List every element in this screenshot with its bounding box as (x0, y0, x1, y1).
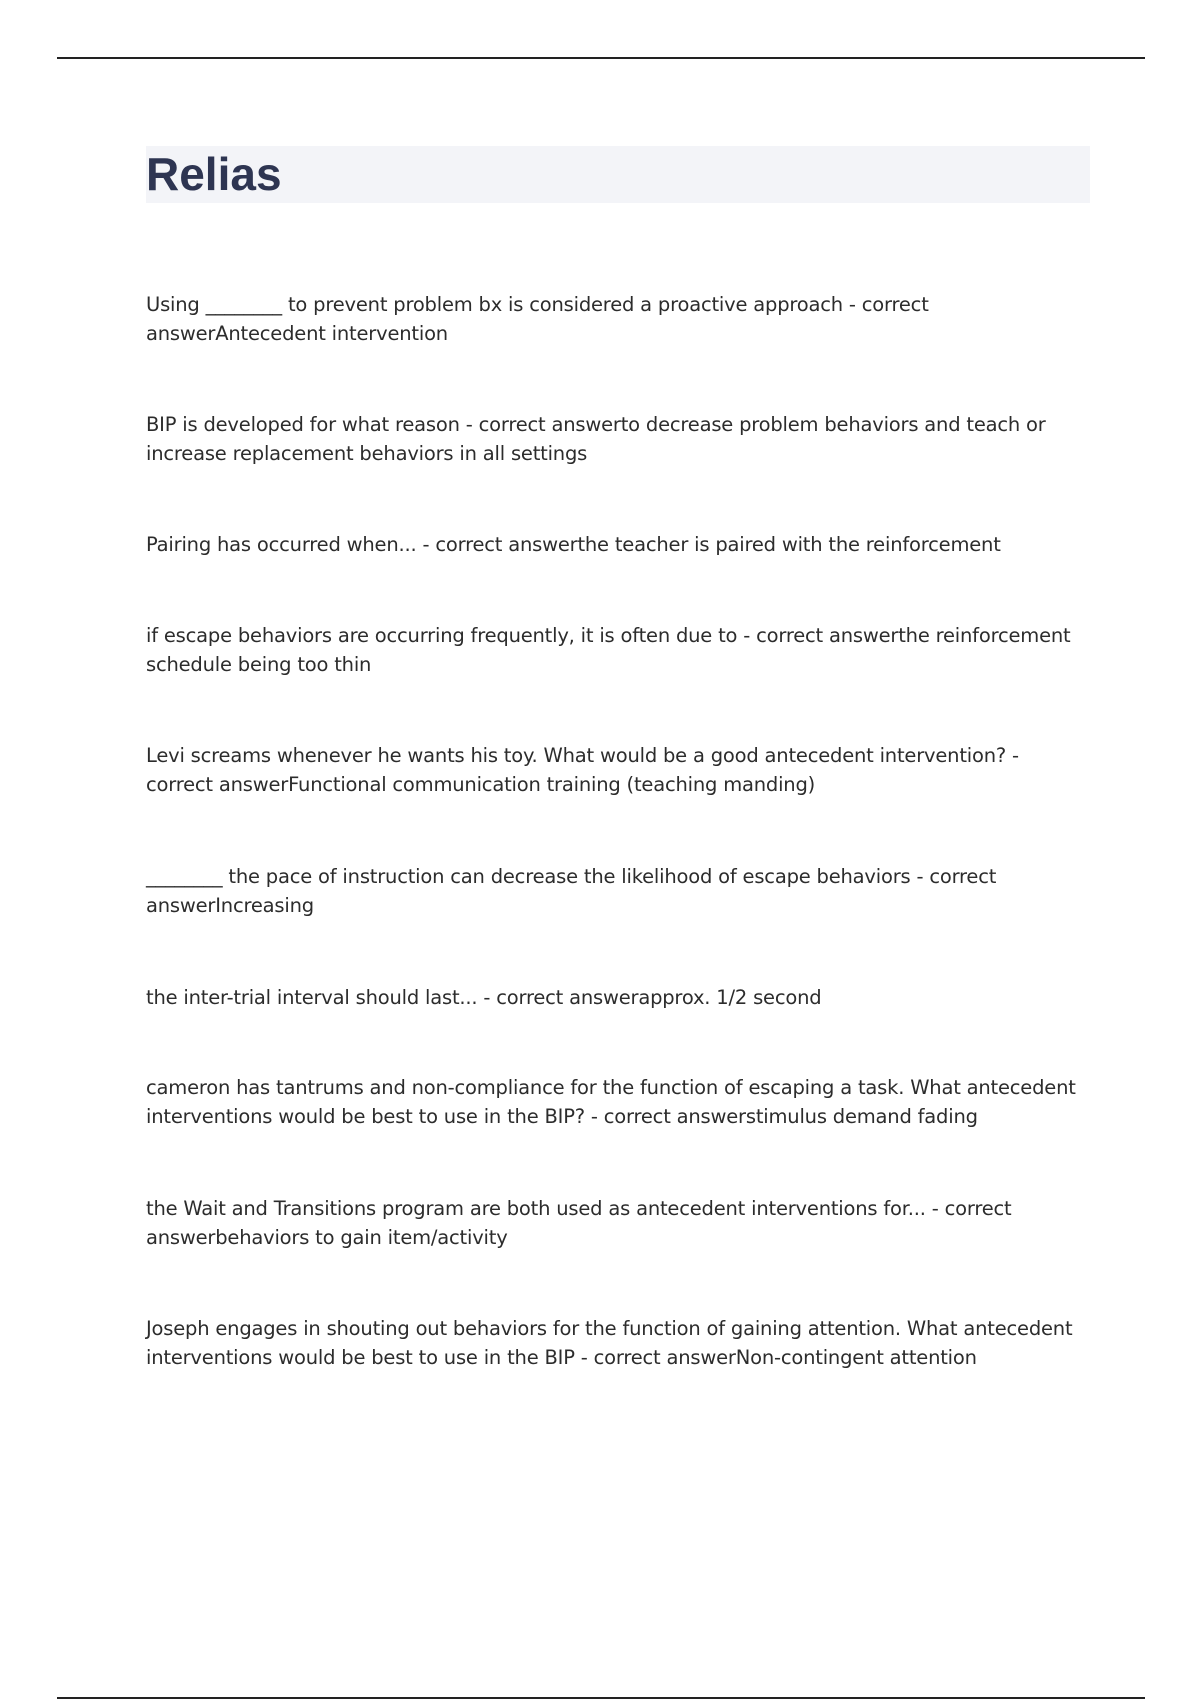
qa-item-3: Pairing has occurred when... - correct answerthe teacher is paired with the reinforcement (146, 533, 1001, 556)
qa-item-9: the Wait and Transitions program are both used as antecedent interventions for... - correct answerbehaviors to gain item/activity (146, 1197, 1012, 1249)
qa-item-7: the inter-trial interval should last... - correct answerapprox. 1/2 second (146, 986, 822, 1009)
qa-item-4: if escape behaviors are occurring frequently, it is often due to - correct answerthe reinforcement schedule being too thin (146, 624, 1071, 676)
title-band (146, 146, 1090, 203)
qa-item-1: Using ________ to prevent problem bx is considered a proactive approach - correct answerAntecedent intervention (146, 293, 929, 345)
document-title: Relias (146, 148, 282, 200)
qa-item-8: cameron has tantrums and non-compliance for the function of escaping a task. What antecedent interventions would be best to use in the BIP? - correct answerstimulus demand fading (146, 1076, 1076, 1128)
qa-item-5: Levi screams whenever he wants his toy. What would be a good antecedent intervention? - correct answerFunctional communication training (teaching manding) (146, 744, 1019, 796)
qa-item-2: BIP is developed for what reason - correct answerto decrease problem behaviors and teach or increase replacement behaviors in all settings (146, 413, 1046, 465)
qa-item-6: ________ the pace of instruction can decrease the likelihood of escape behaviors - correct answerIncreasing (146, 865, 997, 917)
qa-item-10: Joseph engages in shouting out behaviors for the function of gaining attention. What antecedent interventions would be best to use in the BIP - correct answerNon-contingent attention (146, 1317, 1073, 1369)
top-rule (57, 57, 1145, 59)
bottom-rule (57, 1697, 1145, 1699)
